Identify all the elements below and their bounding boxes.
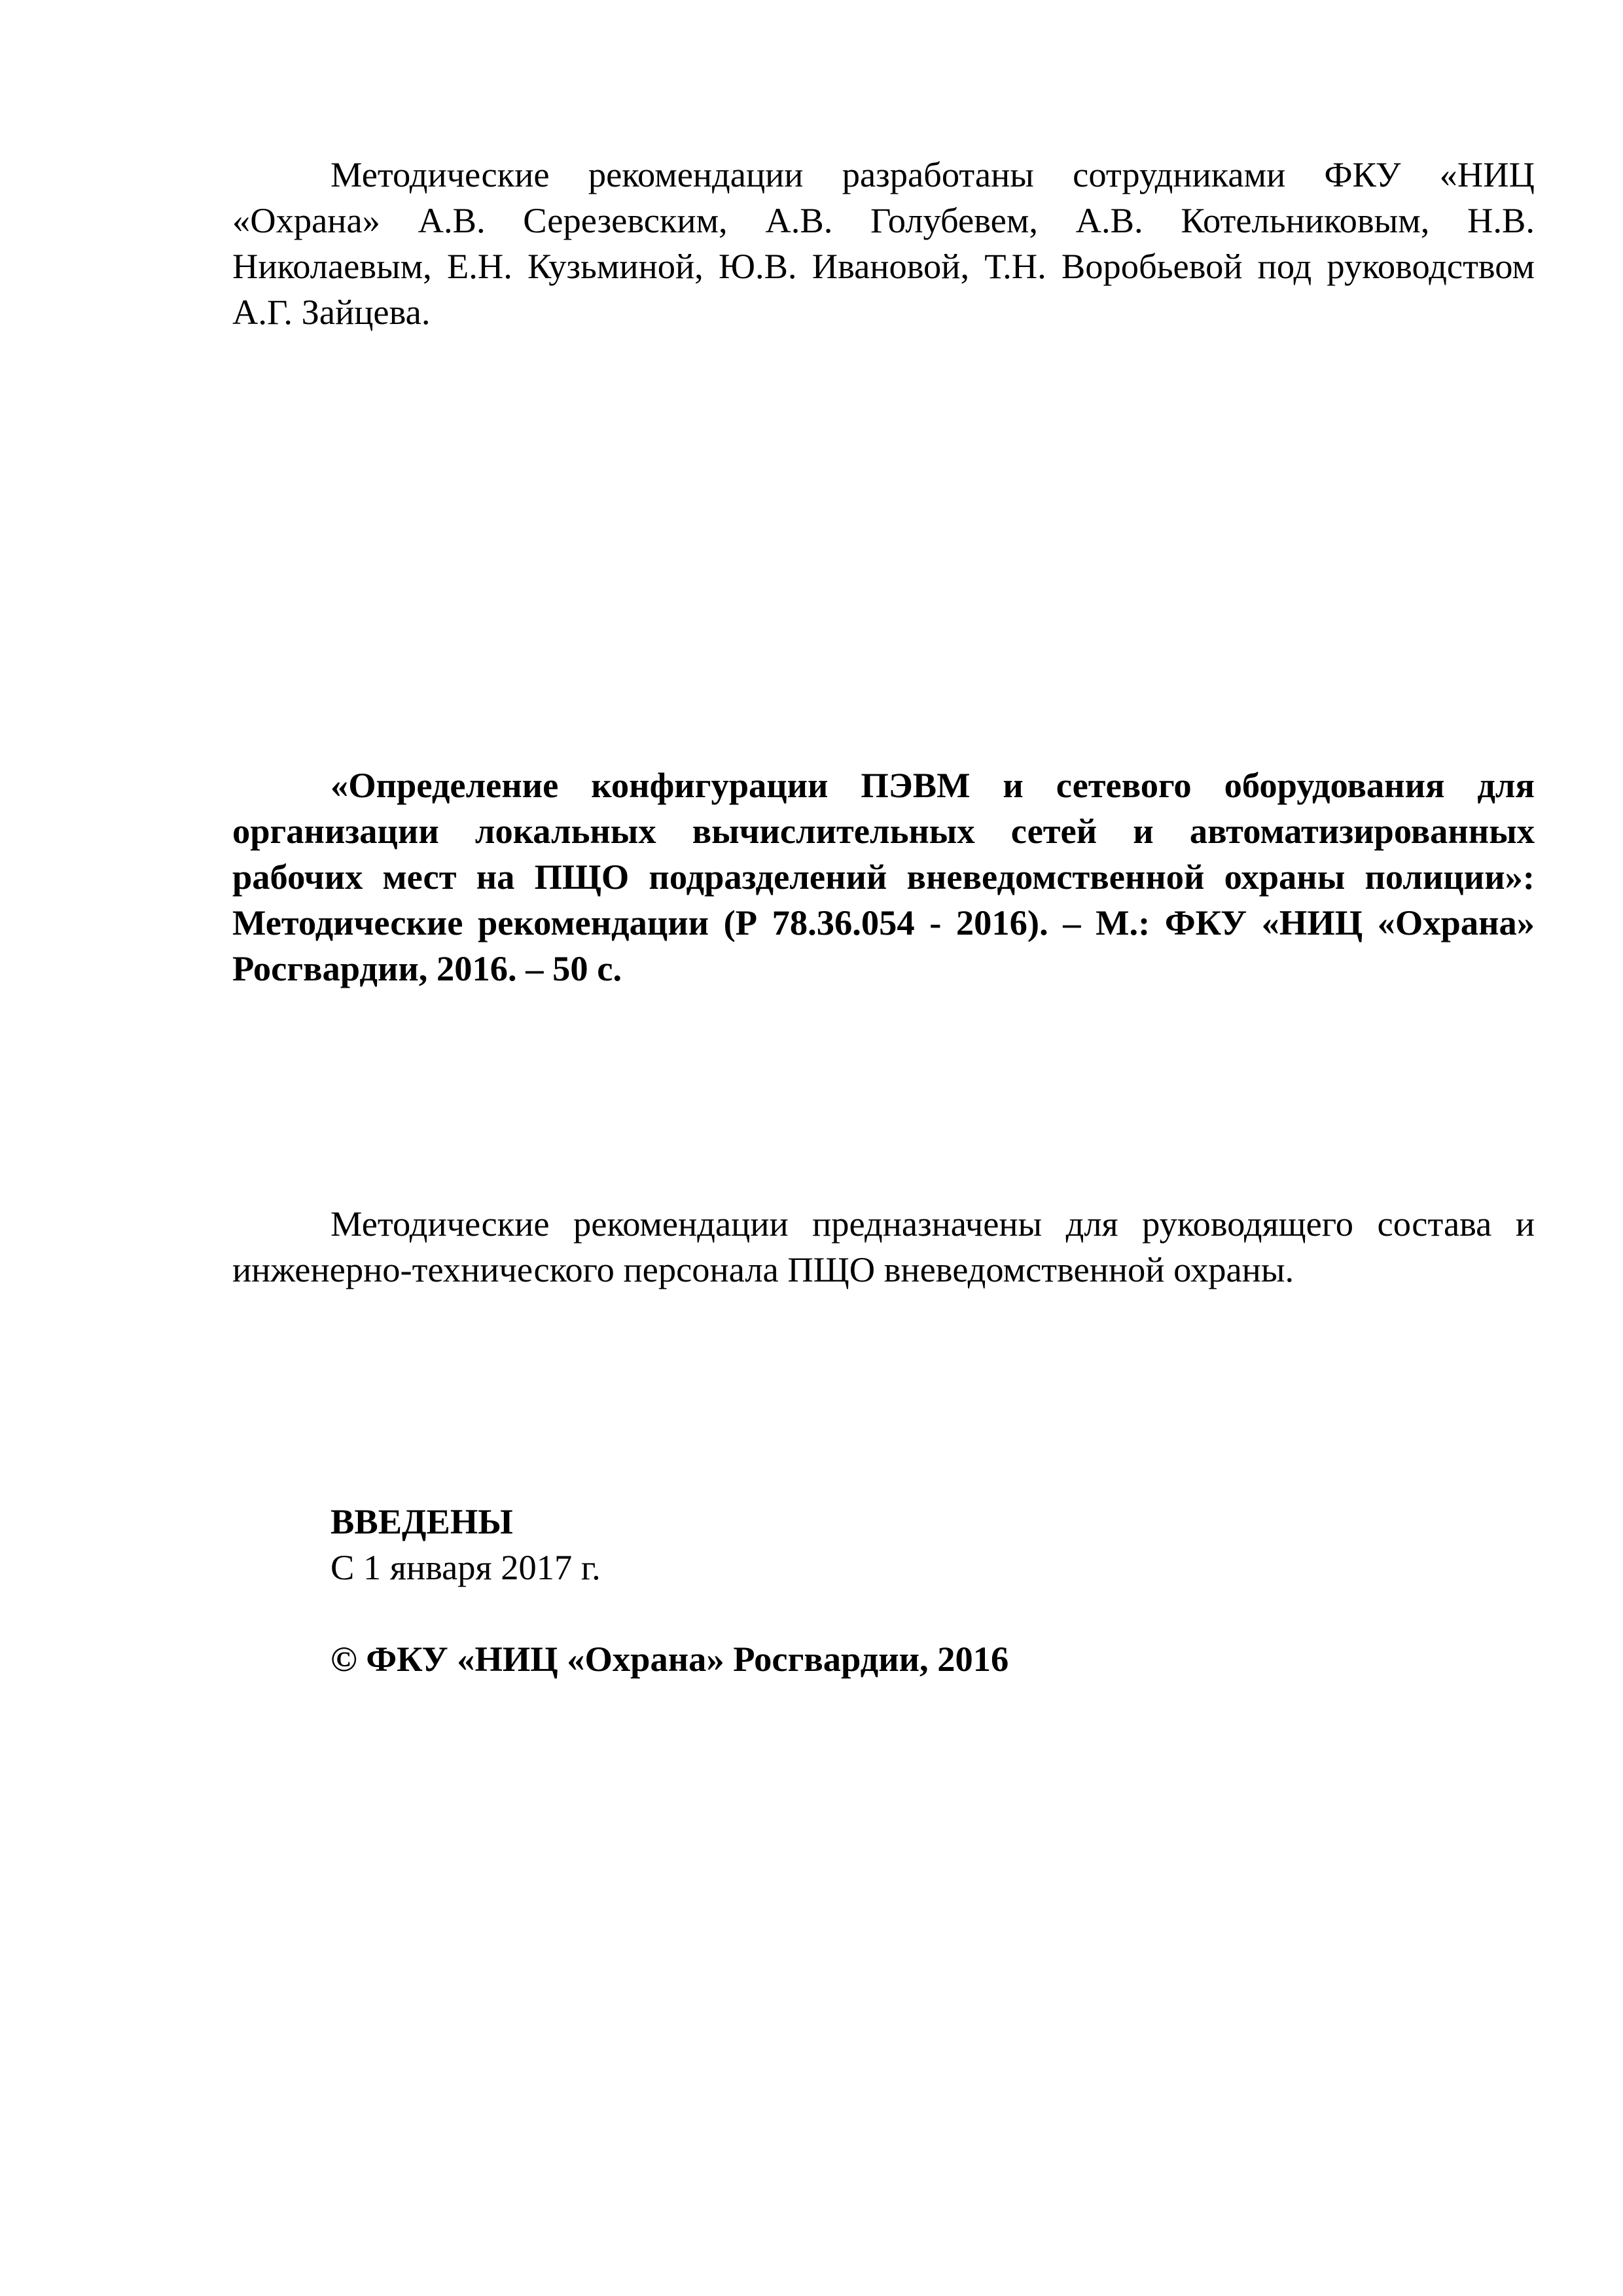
authors-paragraph: Методические рекомендации разработаны сотрудниками ФКУ «НИЦ «Охрана» А.В. Серезевским, А.В. Голубевем, А.В. Котельниковым, Н.В. Николаевым, Е.Н. Кузьминой, Ю.В. Ивановой, Т.Н. Воробьевой под руководством А.Г. Зайцева. xyxy=(232,154,1535,332)
purpose-paragraph: Методические рекомендации предназначены для руководящего состава и инженерно-технического персонала ПЩО вневедомственной охраны. xyxy=(232,1204,1535,1289)
copyright-notice: © ФКУ «НИЦ «Охрана» Росгвардии, 2016 xyxy=(330,1639,1009,1679)
citation-paragraph: «Определение конфигурации ПЭВМ и сетевого оборудования для организации локальных вычислительных сетей и автоматизированных рабочих мест на ПЩО подразделений вневедомственной охраны полиции»: Методические рекомендации (Р 78.36.054 - 2016). – М.: ФКУ «НИЦ «Охрана» Росгвардии, 2016. – 50 с. xyxy=(232,765,1535,988)
introduced-heading: ВВЕДЕНЫ xyxy=(330,1501,513,1541)
introduced-date: С 1 января 2017 г. xyxy=(330,1547,601,1587)
